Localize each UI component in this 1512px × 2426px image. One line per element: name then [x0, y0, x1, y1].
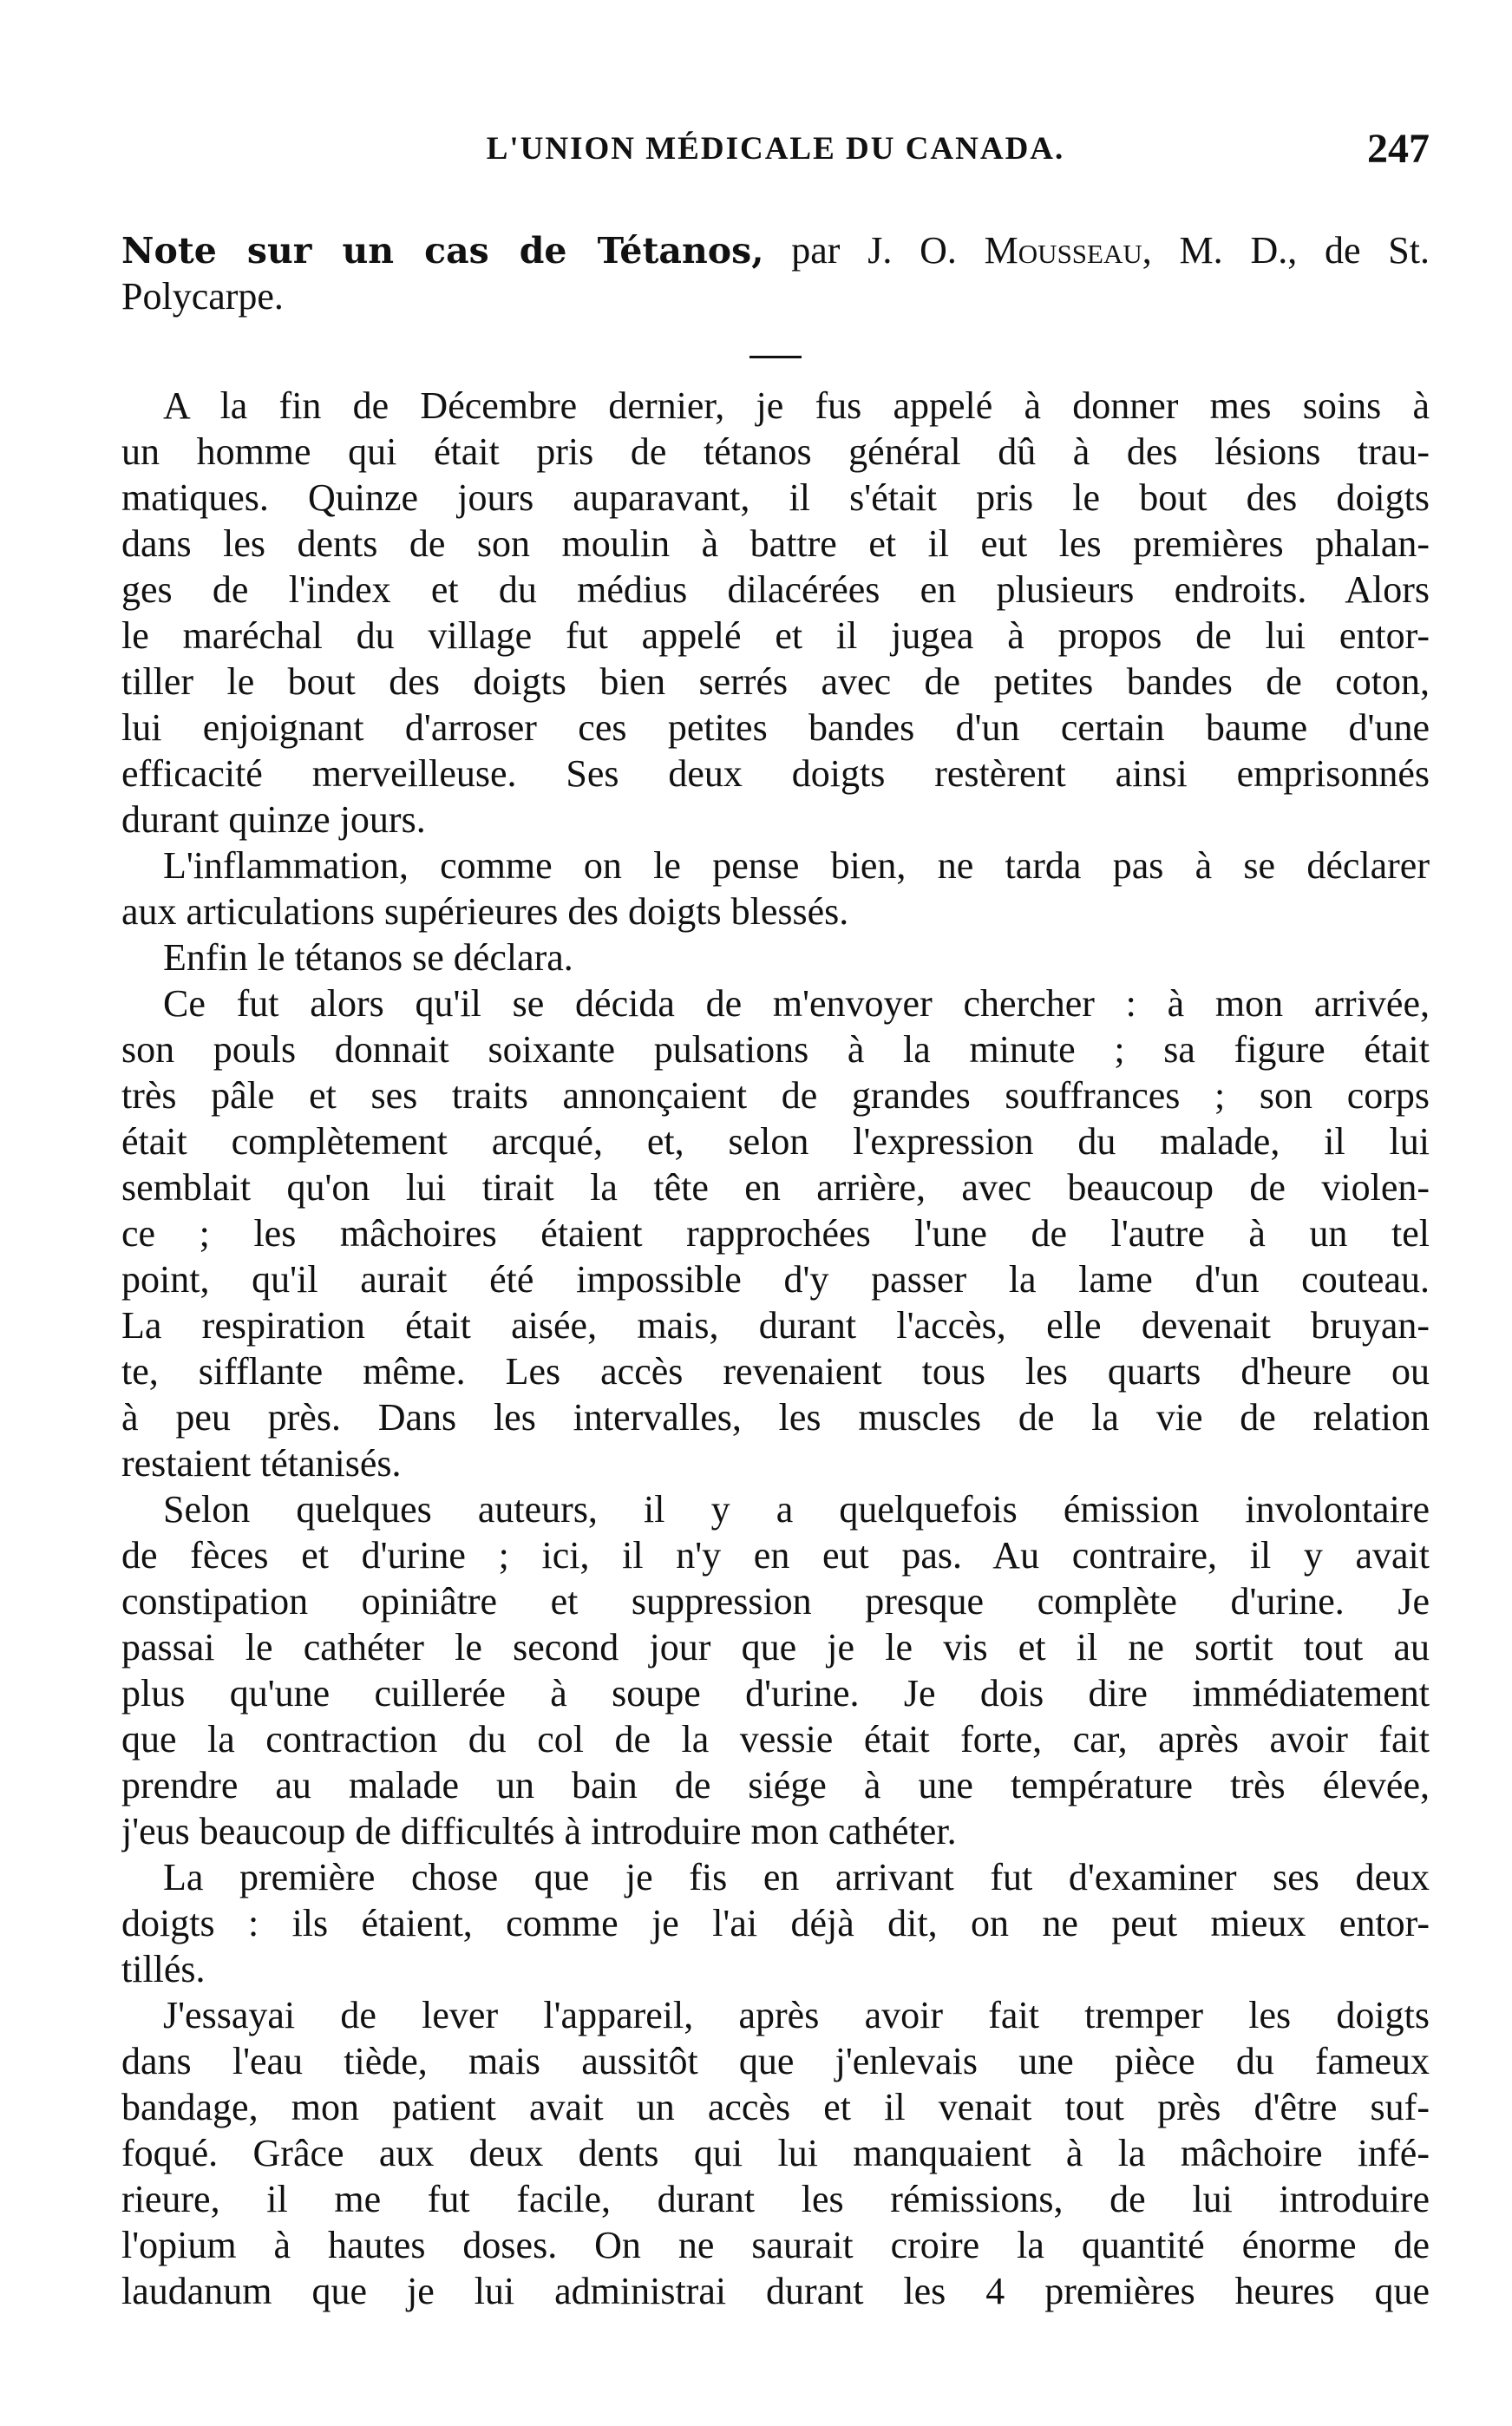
- article-title-line: [121, 227, 1430, 273]
- text-line: laudanum que je lui administrai durant les 4 premières heures que: [121, 2270, 1430, 2312]
- text-line: un homme qui était pris de tétanos général dû à des lésions trau-: [121, 430, 1430, 473]
- text-line: le maréchal du village fut appelé et il jugea à propos de lui entor-: [121, 614, 1430, 657]
- separator-rule: [749, 356, 802, 358]
- text-line: dans les dents de son moulin à battre et il eut les premières phalan-: [121, 522, 1430, 565]
- text-line: lui enjoignant d'arroser ces petites bandes d'un certain baume d'une: [121, 706, 1430, 749]
- text-line: son pouls donnait soixante pulsations à la minute ; sa figure était: [121, 1028, 1430, 1071]
- text-line: doigts : ils étaient, comme je l'ai déjà dit, on ne peut mieux entor-: [121, 1902, 1430, 1944]
- byline-end: Polycarpe.: [121, 275, 284, 318]
- journal-title: L'UNION MÉDICALE DU CANADA.: [486, 131, 1065, 167]
- text-line: J'essayai de lever l'appareil, après avoir fait tremper les doigts: [163, 1994, 1430, 2036]
- text-line: tiller le bout des doigts bien serrés avec de petites bandes de coton,: [121, 660, 1430, 703]
- text-line: j'eus beaucoup de difficultés à introduire mon cathéter.: [121, 1810, 957, 1852]
- text-line: La respiration était aisée, mais, durant l'accès, elle devenait bruyan-: [121, 1304, 1430, 1347]
- text-line: était complètement arcqué, et, selon l'expression du malade, il lui: [121, 1120, 1430, 1163]
- text-line: ges de l'index et du médius dilacérées en plusieurs endroits. Alors: [121, 568, 1430, 611]
- paragraph-lines: [121, 383, 1430, 2314]
- text-line: durant quinze jours.: [121, 798, 426, 841]
- text-line: rieure, il me fut facile, durant les rémissions, de lui introduire: [121, 2178, 1430, 2220]
- running-head: [121, 126, 1430, 182]
- text-line: tillés.: [121, 1948, 206, 1990]
- text-line: bandage, mon patient avait un accès et il venait tout près d'être suf-: [121, 2086, 1430, 2128]
- page-number: 247: [1367, 126, 1430, 172]
- text-line: de fèces et d'urine ; ici, il n'y en eut pas. Au contraire, il y avait: [121, 1534, 1430, 1577]
- text-line: La première chose que je fis en arrivant fut d'examiner ses deux: [163, 1856, 1430, 1898]
- text-line: que la contraction du col de la vessie était forte, car, après avoir fait: [121, 1718, 1430, 1760]
- text-line: L'inflammation, comme on le pense bien, ne tarda pas à se déclarer: [163, 844, 1430, 887]
- text-line: passai le cathéter le second jour que je le vis et il ne sortit tout au: [121, 1626, 1430, 1669]
- text-line: l'opium à hautes doses. On ne saurait croire la quantité énorme de: [121, 2224, 1430, 2266]
- text-line: A la fin de Décembre dernier, je fus appelé à donner mes soins à: [163, 384, 1430, 427]
- text-line: semblait qu'on lui tirait la tête en arrière, avec beaucoup de violen-: [121, 1166, 1430, 1209]
- text-line: efficacité merveilleuse. Ses deux doigts restèrent ainsi emprisonnés: [121, 752, 1430, 795]
- article-title: Note sur un cas de Tétanos,: [121, 230, 764, 272]
- text-line: aux articulations supérieures des doigts blessés.: [121, 890, 849, 933]
- author-name: Mousseau: [984, 229, 1142, 272]
- text-line: prendre au malade un bain de siége à une température très élevée,: [121, 1764, 1430, 1806]
- text-line: Enfin le tétanos se déclara.: [163, 936, 573, 979]
- text-line: restaient tétanisés.: [121, 1442, 402, 1485]
- text-line: point, qu'il aurait été impossible d'y passer la lame d'un couteau.: [121, 1258, 1430, 1301]
- text-line: foqué. Grâce aux deux dents qui lui manquaient à la mâchoire infé-: [121, 2132, 1430, 2174]
- text-line: à peu près. Dans les intervalles, les muscles de la vie de relation: [121, 1396, 1430, 1439]
- byline-prefix: par J. O.: [763, 229, 985, 272]
- text-line: Selon quelques auteurs, il y a quelquefois émission involontaire: [163, 1488, 1430, 1531]
- text-line: dans l'eau tiède, mais aussitôt que j'enlevais une pièce du fameux: [121, 2040, 1430, 2082]
- text-line: ce ; les mâchoires étaient rapprochées l'une de l'autre à un tel: [121, 1212, 1430, 1255]
- byline-suffix: , M. D., de St.: [1142, 229, 1430, 272]
- text-line: Ce fut alors qu'il se décida de m'envoyer chercher : à mon arrivée,: [163, 982, 1430, 1025]
- text-line: très pâle et ses traits annonçaient de grandes souffrances ; son corps: [121, 1074, 1430, 1117]
- text-line: te, sifflante même. Les accès revenaient tous les quarts d'heure ou: [121, 1350, 1430, 1393]
- text-line: matiques. Quinze jours auparavant, il s'était pris le bout des doigts: [121, 476, 1430, 519]
- text-line: constipation opiniâtre et suppression presque complète d'urine. Je: [121, 1580, 1430, 1623]
- text-line: plus qu'une cuillerée à soupe d'urine. Je dois dire immédiatement: [121, 1672, 1430, 1715]
- article-body: [121, 227, 1430, 2314]
